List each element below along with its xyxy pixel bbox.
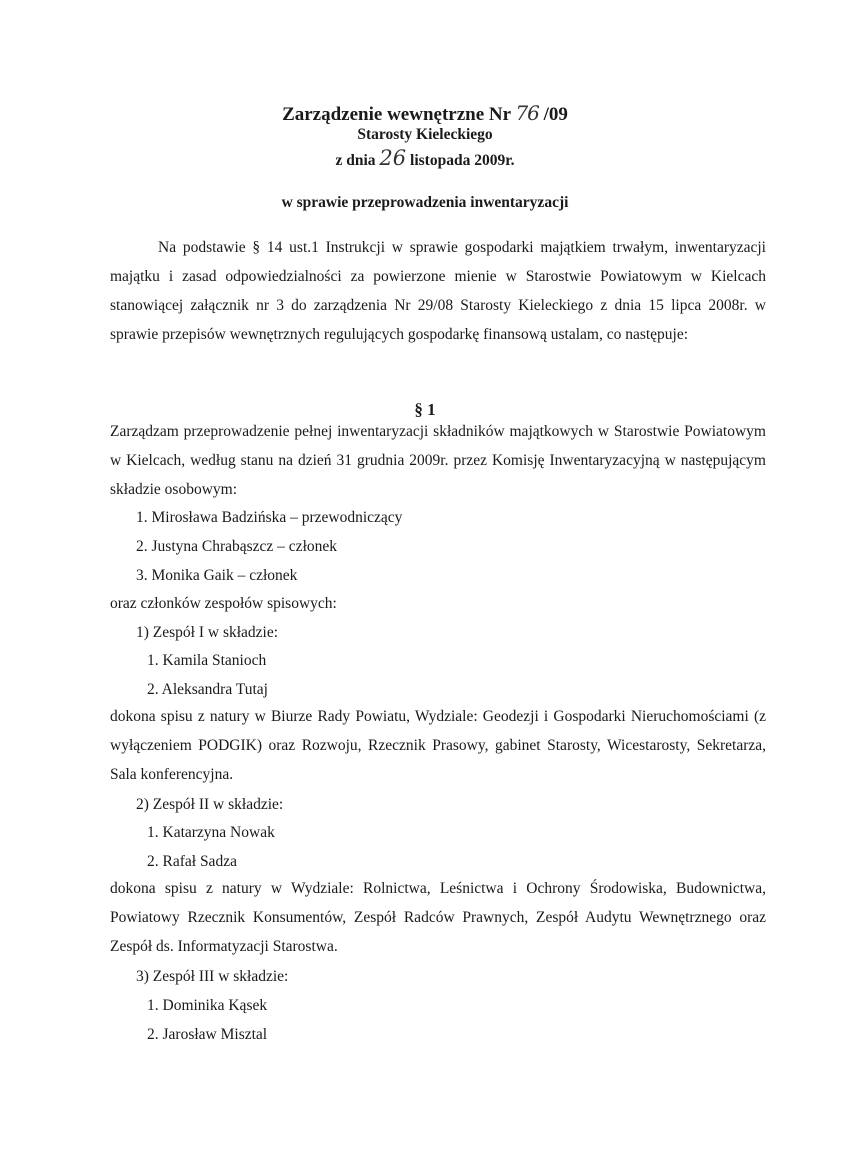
- issuer: Starosty Kieleckiego: [357, 126, 493, 143]
- team-member: 1. Katarzyna Nowak: [147, 824, 275, 841]
- team-member: 2. Rafał Sadza: [147, 853, 237, 870]
- team-label: 2) Zespół II w składzie:: [136, 796, 284, 813]
- commission-member: 2. Justyna Chrabąszcz – członek: [136, 538, 338, 555]
- section-mark: § 1: [414, 400, 436, 419]
- document-subject: w sprawie przeprowadzenia inwentaryzacji: [281, 194, 569, 211]
- intro-paragraph: Na podstawie § 14 ust.1 Instrukcji w sprawie gospodarki majątkiem trwałym, inwentaryzacji majątku i zasad odpowiedzialności za powierzone mienie w Starostwie Powiatowym w Kielcach stanowiącej załącznik nr 3 do zarządzenia Nr 29/08 Starosty Kieleckiego z dnia 15 lipca 2008r. w sprawie przepisów wewnętrznych regulujących gospodarkę finansową ustalam, co następuje:: [110, 239, 766, 343]
- team-member: 1. Dominika Kąsek: [147, 997, 268, 1014]
- handwritten-day: 26: [379, 146, 407, 170]
- handwritten-number: 76: [515, 101, 539, 125]
- team-scope: dokona spisu z natury w Wydziale: Rolnictwa, Leśnictwa i Ochrony Środowiska, Budownictwa, Powiatowy Rzecznik Konsumentów, Zespół Radców Prawnych, Zespół Audytu Wewnętrznego oraz Zespół ds. Informatyzacji Starostwa.: [110, 880, 766, 955]
- teams-intro: oraz członków zespołów spisowych:: [110, 595, 337, 612]
- commission-member: 1. Mirosława Badzińska – przewodniczący: [136, 509, 403, 526]
- team-scope: dokona spisu z natury w Biurze Rady Powiatu, Wydziale: Geodezji i Gospodarki Nieruchomościami (z wyłączeniem PODGIK) oraz Rozwoju, Rzecznik Prasowy, gabinet Starosty, Wicestarosty, Sekretarza, Sala konferencyjna.: [110, 708, 766, 783]
- title-prefix: Zarządzenie wewnętrzne Nr: [282, 104, 511, 125]
- commission-member: 3. Monika Gaik – członek: [136, 567, 298, 584]
- section-paragraph: Zarządzam przeprowadzenie pełnej inwentaryzacji składników majątkowych w Starostwie Powiatowym w Kielcach, według stanu na dzień 31 grudnia 2009r. przez Komisję Inwentaryzacyjną w następującym składzie osobowym:: [110, 423, 766, 498]
- team-member: 1. Kamila Stanioch: [147, 652, 267, 669]
- title-suffix: /09: [543, 104, 568, 125]
- date-prefix: z dnia: [335, 152, 376, 169]
- date-suffix: listopada 2009r.: [410, 152, 515, 169]
- team-member: 2. Jarosław Misztal: [147, 1026, 268, 1043]
- document-date: [0, 146, 850, 170]
- team-label: 1) Zespół I w składzie:: [136, 624, 279, 641]
- document-title: [0, 101, 850, 126]
- team-member: 2. Aleksandra Tutaj: [147, 681, 268, 698]
- team-label: 3) Zespół III w składzie:: [136, 968, 289, 985]
